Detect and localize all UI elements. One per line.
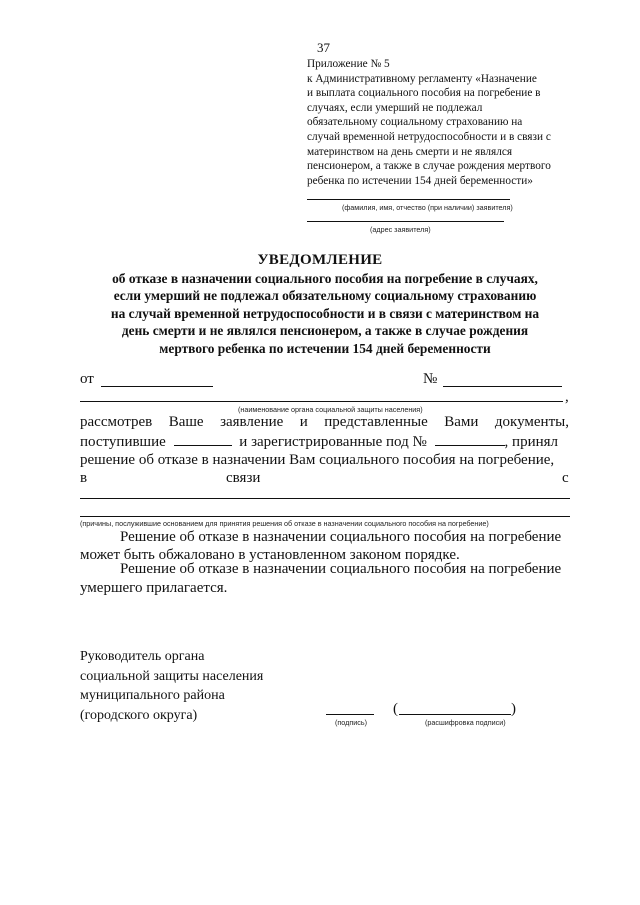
applicant-address-caption: (адрес заявителя) <box>370 225 431 234</box>
body-word: связи <box>226 470 261 486</box>
signer-block <box>80 647 263 725</box>
signature-caption: (подпись) <box>335 718 367 727</box>
notice-number-line[interactable] <box>443 386 562 387</box>
subtitle-line: мертвого ребенка по истечении 154 дней беременности <box>159 340 491 356</box>
subtitle-line: если умерший не подлежал обязательному социальному страхованию <box>113 288 537 304</box>
body-text-received: поступившие <box>80 434 166 450</box>
reasons-line-2[interactable] <box>80 516 570 517</box>
body-word: в <box>80 470 88 486</box>
signature-line[interactable] <box>326 714 374 715</box>
body-line-1 <box>80 414 569 431</box>
applicant-address-line[interactable] <box>307 221 504 222</box>
body-word: заявление <box>220 414 284 430</box>
body-word: Вами <box>444 414 479 430</box>
decode-open-paren: ( <box>393 701 398 717</box>
applicant-name-line[interactable] <box>307 199 510 200</box>
reasons-line-1[interactable] <box>80 498 570 499</box>
signer-line: муниципального района <box>80 688 225 703</box>
body-text-registered: и зарегистрированные под № <box>239 434 427 450</box>
appendix-line: Приложение № 5 <box>307 58 390 70</box>
applicant-name-caption: (фамилия, имя, отчество (при наличии) заявителя) <box>342 203 513 212</box>
body-word: документы, <box>494 414 569 430</box>
organ-caption: (наименование органа социальной защиты населения) <box>238 405 423 414</box>
appendix-line: ребенка по истечении 154 дней беременности» <box>307 174 533 187</box>
appendix-block <box>307 57 579 188</box>
from-date-line[interactable] <box>101 386 213 387</box>
document-subtitle <box>80 270 570 357</box>
body-word: Ваше <box>168 414 204 430</box>
body-word: представленные <box>324 414 428 430</box>
number-label: № <box>423 371 438 387</box>
reasons-caption: (причины, послужившие основанием для принятия решения об отказе в назначении социального пособия на погребение) <box>80 519 489 528</box>
signer-line: социальной защиты населения <box>80 668 264 684</box>
appendix-line: к Административному регламенту «Назначение <box>307 72 537 85</box>
appendix-line: обязательному социальному страхованию на <box>307 116 523 129</box>
from-label: от <box>80 371 94 387</box>
page-number: 37 <box>317 40 330 55</box>
received-date-field[interactable] <box>174 433 232 446</box>
paragraph-appeal-line: Решение об отказе в назначении социального пособия на погребение <box>120 529 562 545</box>
decode-close-paren: ) <box>511 701 516 717</box>
signature-decode-line[interactable] <box>399 714 511 715</box>
body-word: рассмотрев <box>80 414 153 430</box>
body-line-2 <box>80 433 569 451</box>
body-line-3: решение об отказе в назначении Вам социального пособия на погребение, <box>80 452 555 468</box>
paragraph-attached-line: Решение об отказе в назначении социального пособия на погребение <box>120 561 562 577</box>
document-title: УВЕДОМЛЕНИЕ <box>257 252 383 268</box>
registration-number-field[interactable] <box>435 433 505 446</box>
signer-line: Руководитель органа <box>80 649 205 664</box>
appendix-line: и выплата социального пособия на погребение в <box>307 87 541 100</box>
subtitle-line: об отказе в назначении социального пособия на погребение в случаях, <box>112 271 538 286</box>
body-word: и <box>299 414 308 430</box>
body-text-accepted: , принял <box>504 434 559 450</box>
appendix-line: случай временной нетрудоспособности и в связи с <box>307 130 551 143</box>
organ-name-line[interactable] <box>80 401 563 402</box>
subtitle-line: день смерти и не являлся пенсионером, а также в случае рождения <box>121 323 529 339</box>
appendix-line: материнством на день смерти и не являлся <box>307 145 513 158</box>
signature-decode-caption: (расшифровка подписи) <box>425 718 506 727</box>
paragraph-attached-line: умершего прилагается. <box>80 580 228 596</box>
signer-line: (городского округа) <box>80 707 198 723</box>
appendix-line: случаях, если умерший не подлежал <box>307 101 483 114</box>
subtitle-line: на случай временной нетрудоспособности и в связи с материнством на <box>110 305 540 321</box>
organ-comma: , <box>565 389 569 405</box>
body-word: с <box>562 470 569 486</box>
paragraph-appeal-line: может быть обжаловано в установленном законом порядке. <box>80 547 460 563</box>
appendix-line: пенсионером, а также в случае рождения мертвого <box>307 160 551 173</box>
